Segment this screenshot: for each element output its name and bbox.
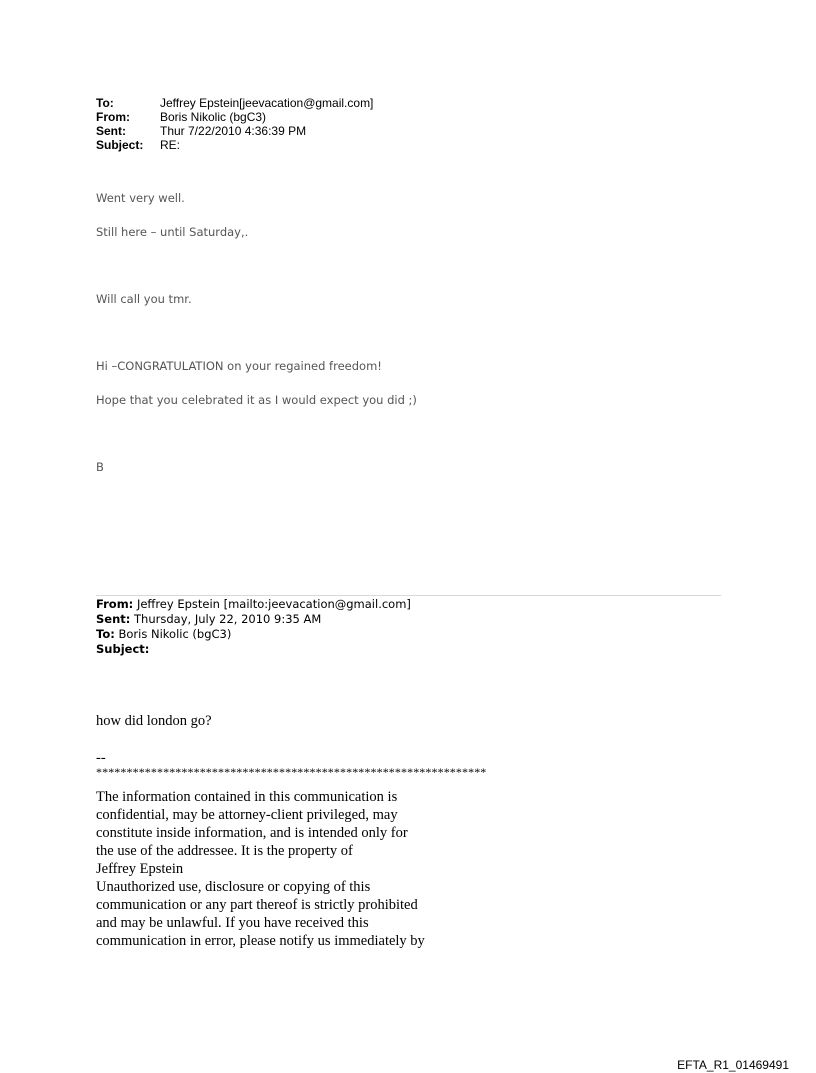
- disclaimer-line: confidential, may be attorney-client privileged, may: [96, 807, 398, 823]
- sent-value: Thur 7/22/2010 4:36:39 PM: [160, 124, 307, 138]
- quoted-message: how did london go?: [96, 713, 212, 729]
- disclaimer-line: Jeffrey Epstein: [96, 861, 184, 877]
- disclaimer-line: communication in error, please notify us immediately by: [96, 933, 425, 949]
- disclaimer: [96, 788, 425, 950]
- body-line-1: Went very well.: [96, 191, 185, 205]
- to-value: Jeffrey Epstein[jeevacation@gmail.com]: [160, 96, 374, 110]
- disclaimer-line: communication or any part thereof is strictly prohibited: [96, 897, 418, 913]
- quoted-to-row: [96, 627, 411, 642]
- quoted-sent-label: Sent:: [96, 612, 131, 626]
- quoted-subject-row: [96, 642, 411, 657]
- from-label: From:: [96, 110, 130, 124]
- body-line-2: Still here – until Saturday,.: [96, 225, 249, 239]
- quoted-from-label: From:: [96, 597, 134, 611]
- to-label: To:: [96, 96, 114, 110]
- sent-row: [96, 124, 373, 138]
- body-line-4: Hi –CONGRATULATION on your regained freedom!: [96, 359, 382, 373]
- disclaimer-line: The information contained in this communication is: [96, 789, 398, 805]
- email-header: [96, 96, 373, 152]
- to-row: [96, 96, 373, 110]
- disclaimer-line: constitute inside information, and is intended only for: [96, 825, 408, 841]
- subject-row: [96, 138, 373, 152]
- signature-initial: B: [96, 460, 104, 474]
- body-line-5: Hope that you celebrated it as I would expect you did ;): [96, 393, 417, 407]
- quoted-header: [96, 597, 411, 657]
- from-value: Boris Nikolic (bgC3): [160, 110, 267, 124]
- disclaimer-line: the use of the addressee. It is the property of: [96, 843, 353, 859]
- quoted-from-row: [96, 597, 411, 612]
- signature-dash: --: [96, 750, 106, 766]
- quoted-from-value: Jeffrey Epstein [mailto:jeevacation@gmail.com]: [136, 597, 411, 611]
- body-line-3: Will call you tmr.: [96, 292, 192, 306]
- disclaimer-line: Unauthorized use, disclosure or copying of this: [96, 879, 371, 895]
- from-row: [96, 110, 373, 124]
- quoted-sent-row: [96, 612, 411, 627]
- subject-label: Subject:: [96, 138, 144, 152]
- quoted-to-label: To:: [96, 627, 115, 641]
- document-id: EFTA_R1_01469491: [677, 1058, 789, 1072]
- quoted-subject-label: Subject:: [96, 642, 150, 656]
- sent-label: Sent:: [96, 124, 126, 138]
- quoted-sent-value: Thursday, July 22, 2010 9:35 AM: [134, 612, 322, 626]
- disclaimer-line: and may be unlawful. If you have received this: [96, 915, 369, 931]
- quoted-to-value: Boris Nikolic (bgC3): [118, 627, 232, 641]
- subject-value: RE:: [160, 138, 181, 152]
- quote-divider: [96, 595, 721, 596]
- signature-stars: ****************************************************************: [96, 765, 487, 779]
